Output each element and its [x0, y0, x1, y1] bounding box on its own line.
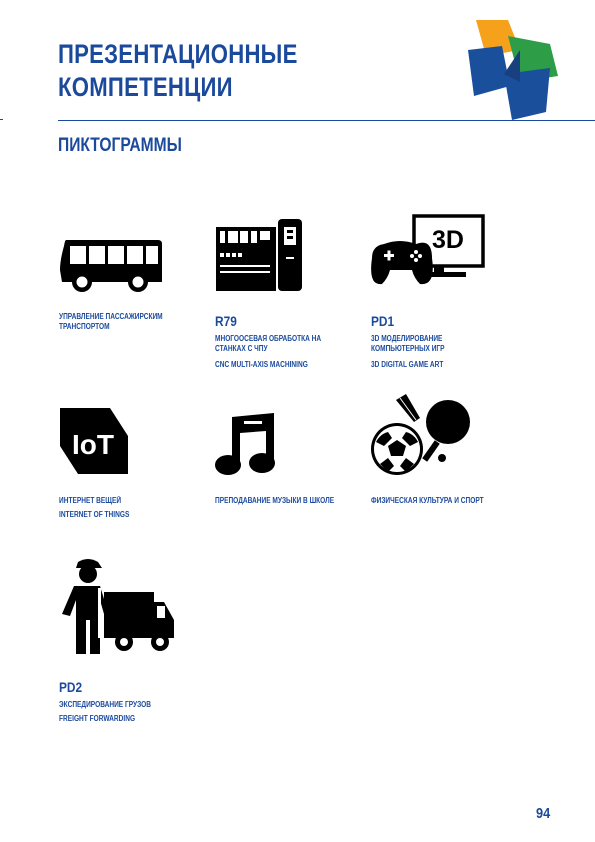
- page-title: [58, 38, 298, 104]
- bus-icon: [58, 236, 164, 294]
- item-label: 3D МОДЕЛИРОВАНИЕ КОМПЬЮТЕРНЫХ ИГР: [371, 334, 445, 353]
- item-label: ИНТЕРНЕТ ВЕЩЕЙ: [59, 496, 122, 505]
- page-number: 94: [536, 805, 551, 822]
- item-label-en: INTERNET OF THINGS: [59, 510, 130, 519]
- icon-iot-text: IoT: [72, 429, 114, 460]
- item-label: ЭКСПЕДИРОВАНИЕ ГРУЗОВ: [59, 700, 151, 709]
- item-label: ФИЗИЧЕСКАЯ КУЛЬТУРА И СПОРТ: [371, 496, 484, 505]
- iot-icon: [58, 406, 130, 476]
- item-label: УПРАВЛЕНИЕ ПАССАЖИРСКИМ ТРАНСПОРТОМ: [59, 312, 163, 331]
- music-note-icon: [214, 411, 278, 477]
- item-label: МНОГООСЕВАЯ ОБРАБОТКА НА СТАНКАХ С ЧПУ: [215, 334, 322, 353]
- item-label-en: 3D DIGITAL GAME ART: [371, 360, 444, 369]
- title-line-2: КОМПЕТЕНЦИИ: [58, 72, 233, 102]
- competence-code: PD1: [371, 313, 395, 329]
- item-label: ПРЕПОДАВАНИЕ МУЗЫКИ В ШКОЛЕ: [215, 496, 335, 505]
- margin-tick: [0, 119, 3, 120]
- competence-code: R79: [215, 313, 237, 329]
- item-label-en: FREIGHT FORWARDING: [59, 714, 136, 723]
- icon-3d-text: 3D: [432, 226, 464, 254]
- 3d-game-icon: [370, 214, 485, 292]
- freight-truck-icon: [58, 556, 176, 656]
- item-label-en: CNC MULTI-AXIS MACHINING: [215, 360, 308, 369]
- section-heading: ПИКТОГРАММЫ: [58, 135, 182, 156]
- sports-icon: [370, 392, 474, 478]
- competence-code: PD2: [59, 679, 83, 695]
- title-line-1: ПРЕЗЕНТАЦИОННЫЕ: [58, 39, 298, 69]
- cnc-machine-icon: [214, 217, 304, 293]
- logo-cubes-icon: [458, 16, 566, 124]
